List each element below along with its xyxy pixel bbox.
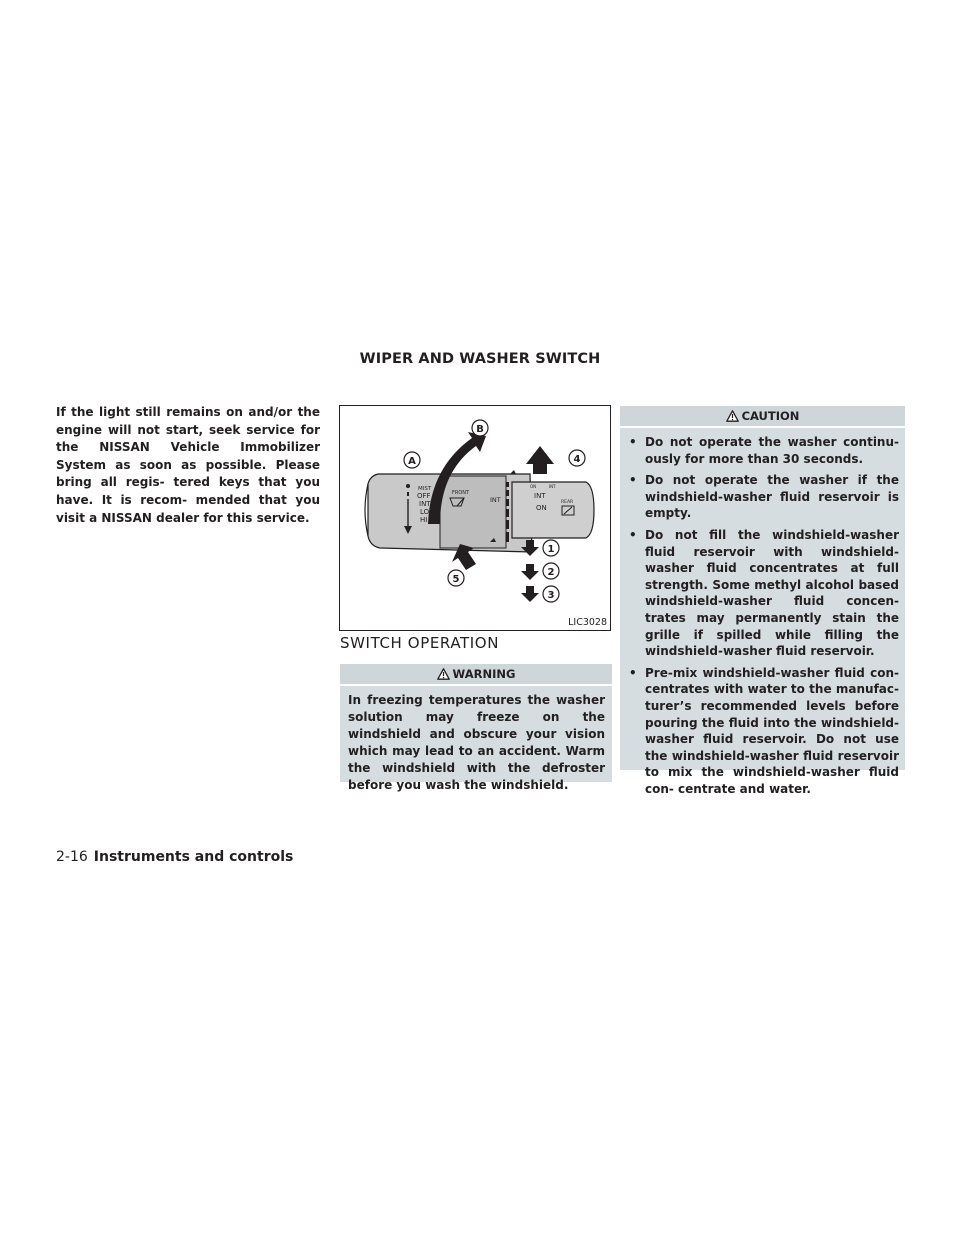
mist-mark: [407, 492, 409, 496]
page-footer: [56, 849, 293, 865]
warning-triangle-icon: [437, 668, 450, 680]
caution-list: [620, 428, 905, 797]
label-lo: LO: [420, 508, 430, 516]
ring-arrow-up: [510, 470, 516, 474]
wiper-switch-figure: [339, 405, 611, 631]
callout-4: [569, 450, 585, 466]
svg-text:5: 5: [452, 574, 460, 585]
intro-paragraph: If the light still remains on and/or the engine will not start, seek service for the NISSAN Vehicle Immobilizer System as soon as possible. Please bring all regis- tered keys that you have. It is recom- mended that you visit a NISSAN dealer for this service.: [56, 405, 320, 525]
label-off: OFF: [417, 492, 431, 500]
callout-2: [543, 563, 559, 579]
label-rear-int: INT: [534, 492, 546, 500]
caution-item: • Do not fill the windshield-washer fluid reservoir with windshield-washer fluid concentrates at full strength. Some methyl alcohol based windshield-washer fluid concen- trates may permanently stain the grille if spilled while filling the windshield-washer fluid reservoir.: [629, 527, 899, 659]
caution-title: CAUTION: [741, 409, 800, 423]
switch-operation-heading: SWITCH OPERATION: [340, 634, 500, 652]
warning-header: [340, 664, 612, 686]
label-rear: REAR: [561, 500, 574, 505]
label-int-mark: INT: [549, 484, 556, 489]
section-title: WIPER AND WASHER SWITCH: [359, 351, 601, 367]
mist-dot: [406, 484, 410, 488]
svg-text:2: 2: [547, 567, 555, 578]
warning-text: In freezing temperatures the washer solution may freeze on the windshield and obscure your vision which may lead to an accident. Warm the windshield with the defroster before you wash the windshield.: [348, 693, 605, 792]
callout-1: [543, 540, 559, 556]
page-number: 2-16: [56, 849, 88, 865]
callout-5: [448, 570, 464, 586]
svg-text:3: 3: [547, 590, 555, 601]
label-int-ring: INT: [490, 496, 501, 504]
svg-text:A: A: [408, 456, 416, 467]
label-rear-on: ON: [536, 504, 547, 512]
callout-a: [404, 452, 420, 468]
warning-box: [340, 664, 612, 792]
caution-box: [620, 406, 905, 796]
arrow-4: [526, 446, 554, 474]
caution-header: [620, 406, 905, 428]
arrow-2: [521, 564, 539, 580]
caution-triangle-icon: [726, 410, 739, 422]
warning-title: WARNING: [452, 667, 516, 681]
arrow-3: [521, 586, 539, 602]
callout-3: [543, 586, 559, 602]
caution-item: • Do not operate the washer continu- ously for more than 30 seconds.: [629, 435, 899, 466]
figure-code: LIC3028: [568, 617, 607, 628]
svg-text:1: 1: [547, 544, 555, 555]
callout-b: [472, 420, 488, 436]
int-ring-markers: [506, 482, 509, 542]
caution-item: • Do not operate the washer if the windshield-washer fluid reservoir is empty.: [629, 473, 899, 521]
label-on-mark: ON: [530, 484, 537, 489]
label-int: INT: [419, 500, 431, 508]
label-hi: HI: [420, 516, 428, 524]
front-ring: [440, 476, 506, 548]
svg-text:B: B: [476, 424, 484, 435]
chapter-title: Instruments and controls: [93, 849, 294, 865]
label-front: FRONT: [452, 490, 470, 496]
rear-knob: [512, 482, 594, 538]
svg-text:4: 4: [573, 454, 581, 465]
wiper-stalk-diagram: [340, 406, 610, 630]
caution-item: • Pre-mix windshield-washer fluid con- centrates with water to the manufac- turer’s recommended levels before pouring the fluid into the windshield- washer fluid reservoir. Do not use the windshield-washer fluid reservoir to mix the windshield-washer fluid con- centrate and water.: [629, 665, 899, 796]
label-mist: MIST: [418, 486, 432, 492]
